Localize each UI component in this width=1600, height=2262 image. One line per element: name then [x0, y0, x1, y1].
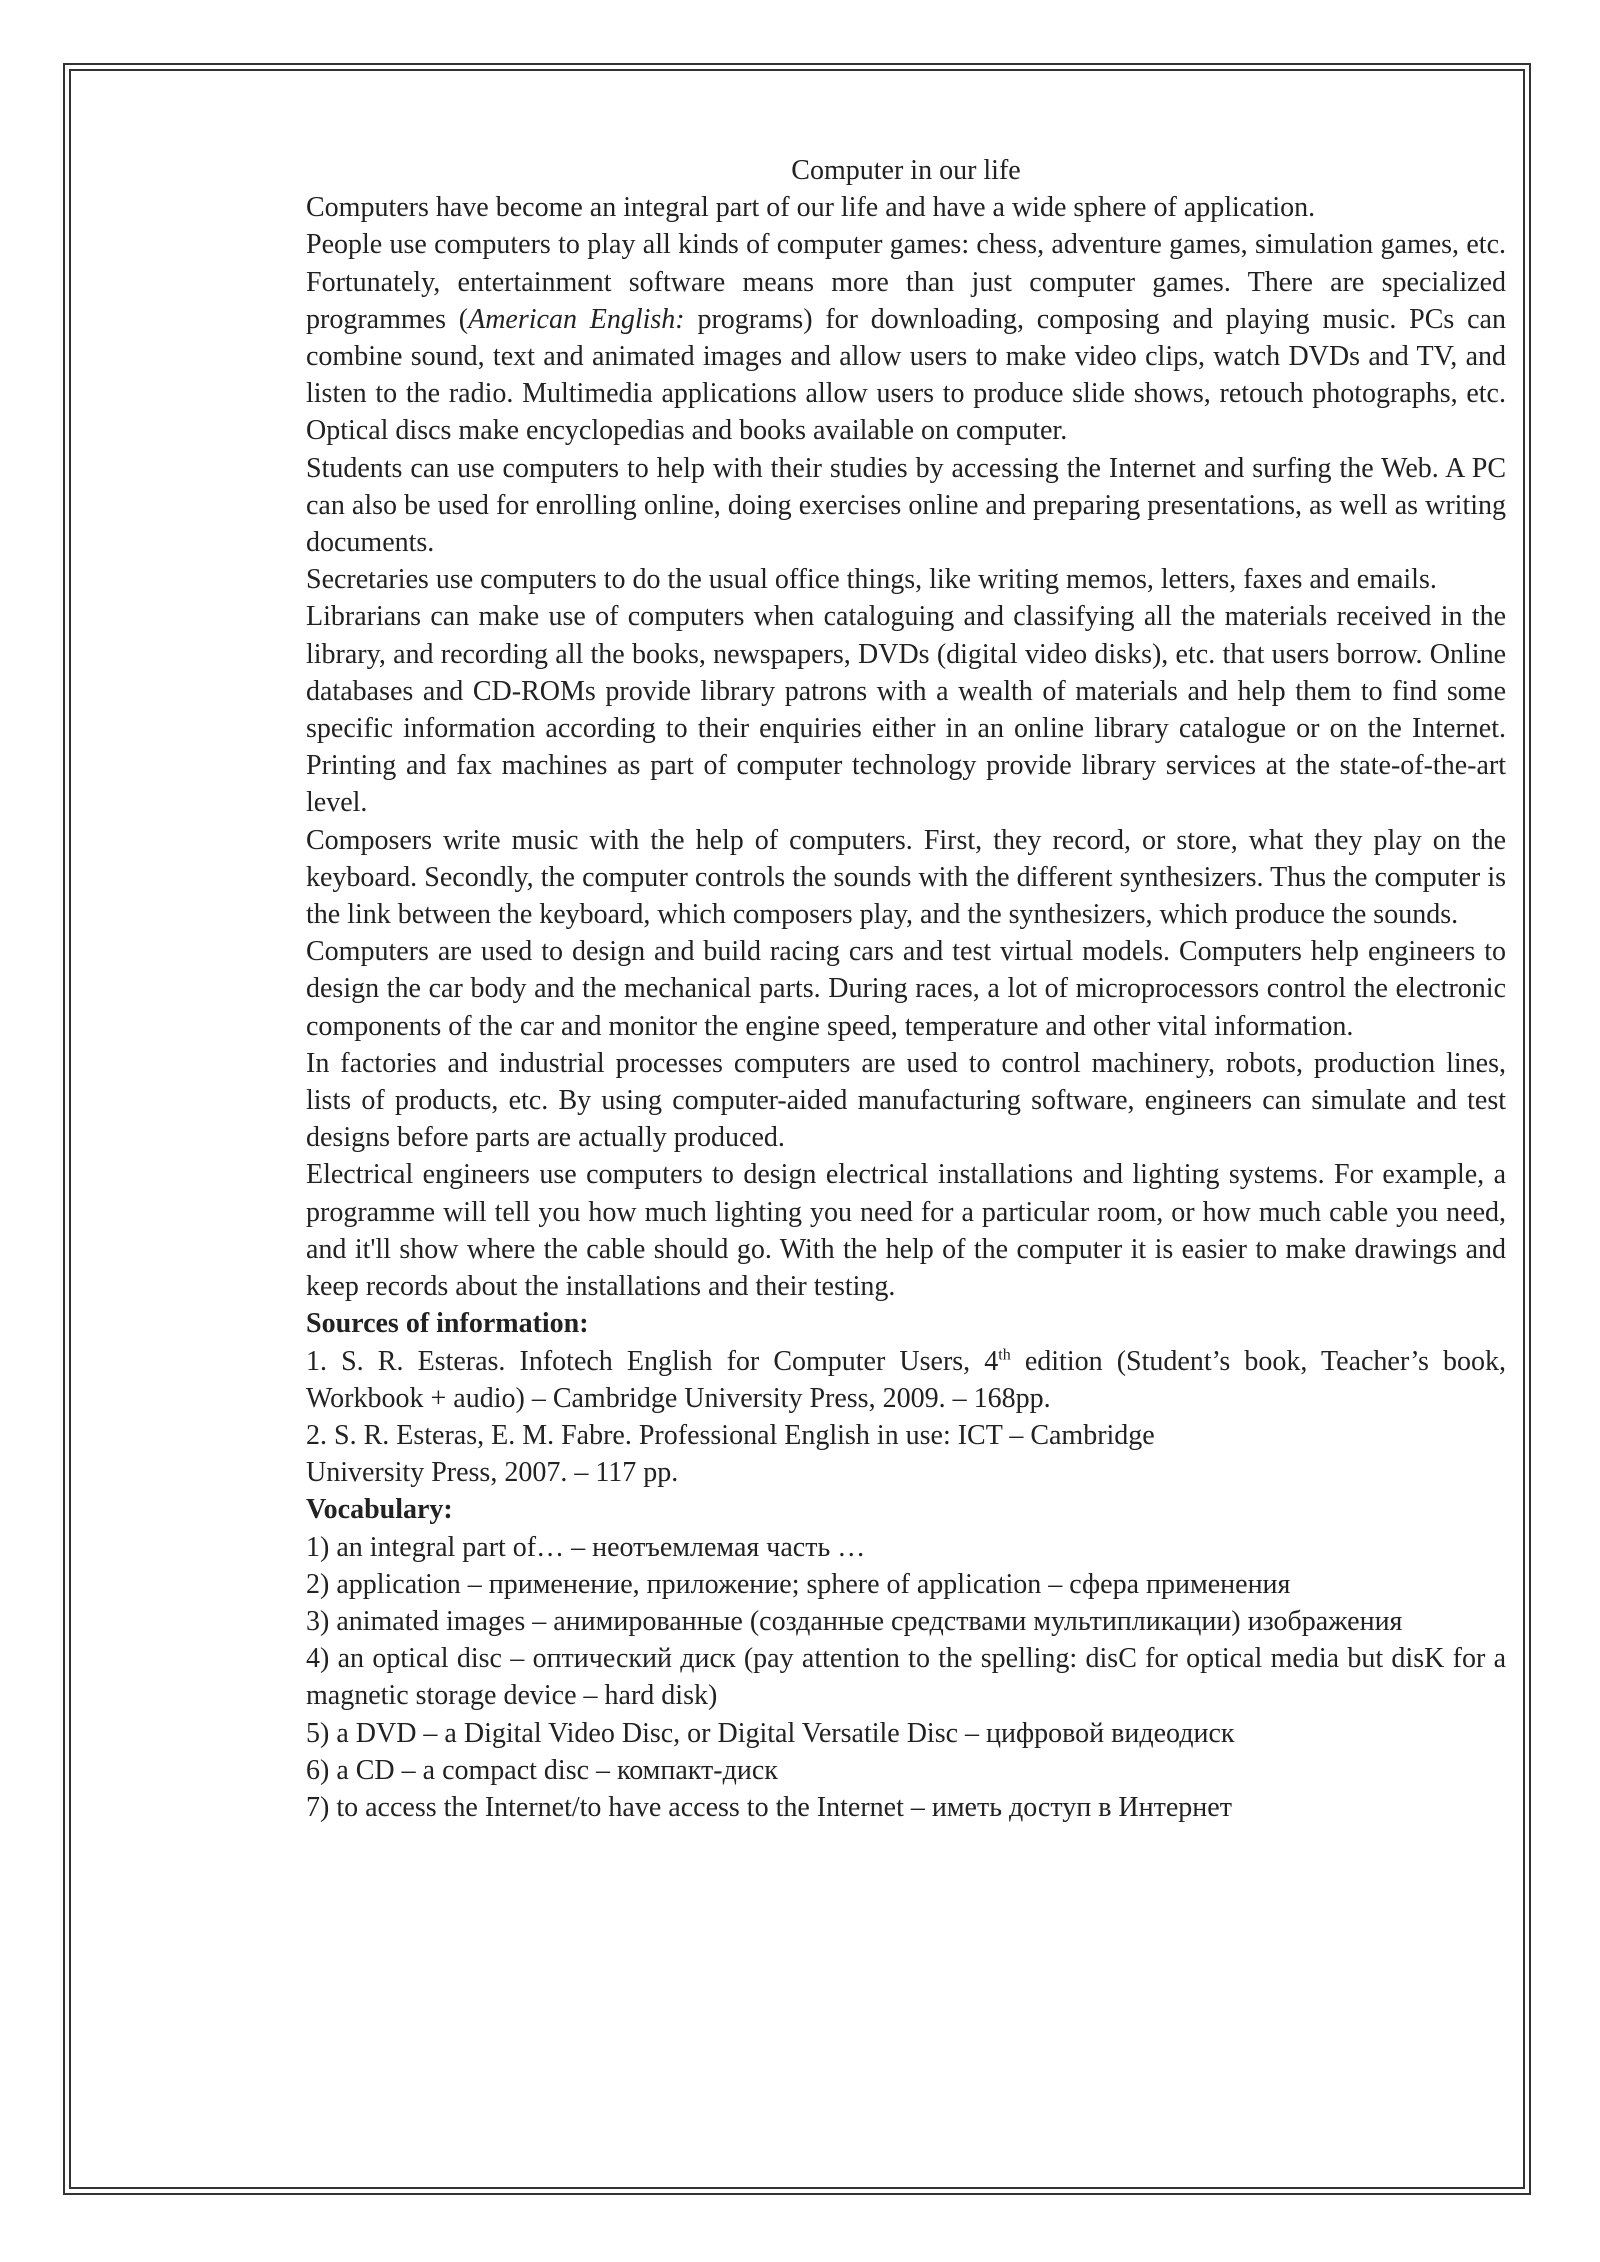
vocabulary-item: 1) an integral part of… – неотъемлемая часть … — [306, 1531, 866, 1563]
source-item-1 — [306, 1343, 1506, 1417]
paragraph-racing-cars: Computers are used to design and build racing cars and test virtual models. Computers help engineers to design the car body and the mechanical parts. During races, a lot of microprocessors control the electronic components of the car and monitor the engine speed, temperature and other vital information. — [306, 936, 1506, 1042]
paragraph-games — [306, 226, 1506, 449]
vocabulary-item: 2) application – применение, приложение; sphere of application – сфера применения — [306, 1568, 1291, 1600]
source-item-1-part2: edition (Student’s book, Teacher’s book, Workbook + audio) – Cambridge University Press, 2009. – 168pp. — [306, 1345, 1506, 1414]
vocabulary-item: 7) to access the Internet/to have access to the Internet – иметь доступ в Интернет — [306, 1791, 1232, 1823]
source-item-2-line-1: 2. S. R. Esteras, E. M. Fabre. Professional English in use: ICT – Cambridge — [306, 1419, 1155, 1451]
source-item-2-line-2: University Press, 2007. – 117 pp. — [306, 1457, 679, 1489]
paragraph-games-part2: programs) for downloading, composing and playing music. PCs can combine sound, text and animated images and allow users to make video clips, watch DVDs and TV, and listen to the radio. Multimedia applications allow users to produce slide shows, retouch photographs, etc. Optical discs make encyclopedias and books available on computer. — [306, 303, 1506, 447]
vocabulary-item: 5) a DVD – a Digital Video Disc, or Digital Versatile Disc – цифровой видеодиск — [306, 1717, 1235, 1749]
source-item-1-sup: th — [998, 1346, 1011, 1364]
source-item-1-part1: 1. S. R. Esteras. Infotech English for Computer Users, 4 — [306, 1345, 999, 1377]
paragraph-students: Students can use computers to help with their studies by accessing the Internet and surfing the Web. A PC can also be used for enrolling online, doing exercises online and preparing presentations, as well as writing documents. — [306, 452, 1506, 559]
vocabulary-heading: Vocabulary: — [306, 1494, 453, 1526]
paragraph-games-italic: American English: — [468, 303, 685, 335]
paragraph-librarians: Librarians can make use of computers when cataloguing and classifying all the materials received in the library, and recording all the books, newspapers, DVDs (digital video disks), etc. that users borrow. Online databases and CD-ROMs provide library patrons with a wealth of materials and help them to find some specific information according to their enquiries either in an online library catalogue or on the Internet. Printing and fax machines as part of computer technology provide library services at the state-of-the-art level. — [306, 601, 1506, 819]
paragraph-games-part1: People use computers to play all kinds of computer games: chess, adventure games, simulation games, etc. Fortunately, entertainment software means more than just computer games. There are specialized programmes ( — [306, 229, 1506, 335]
vocabulary-item: 3) animated images – анимированные (созданные средствами мультипликации) изображения — [306, 1605, 1403, 1637]
paragraph-secretaries: Secretaries use computers to do the usual office things, like writing memos, letters, faxes and emails. — [306, 564, 1437, 596]
paragraph-factories: In factories and industrial processes computers are used to control machinery, robots, production lines, lists of products, etc. By using computer-aided manufacturing software, engineers can simulate and test designs before parts are actually produced. — [306, 1047, 1506, 1154]
paragraph-electrical-engineers: Electrical engineers use computers to design electrical installations and lighting systems. For example, a programme will tell you how much lighting you need for a particular room, or how much cable you need, and it'll show where the cable should go. With the help of the computer it is easier to make drawings and keep records about the installations and their testing. — [306, 1159, 1506, 1303]
vocabulary-item: 6) a CD – a compact disc – компакт-диск — [306, 1754, 778, 1786]
paragraph-intro: Computers have become an integral part of our life and have a wide sphere of application. — [306, 192, 1316, 224]
sources-heading: Sources of information: — [306, 1308, 589, 1340]
document-body — [306, 152, 1506, 1826]
vocabulary-item: 4) an optical disc – оптический диск (pay attention to the spelling: disC for optical media but disK for a magnetic storage device – hard disk) — [306, 1643, 1506, 1712]
paragraph-composers: Composers write music with the help of computers. First, they record, or store, what they play on the keyboard. Secondly, the computer controls the sounds with the different synthesizers. Thus the computer is the link between the keyboard, which composers play, and the synthesizers, which produce the sounds. — [306, 824, 1506, 931]
document-title: Computer in our life — [791, 155, 1021, 186]
